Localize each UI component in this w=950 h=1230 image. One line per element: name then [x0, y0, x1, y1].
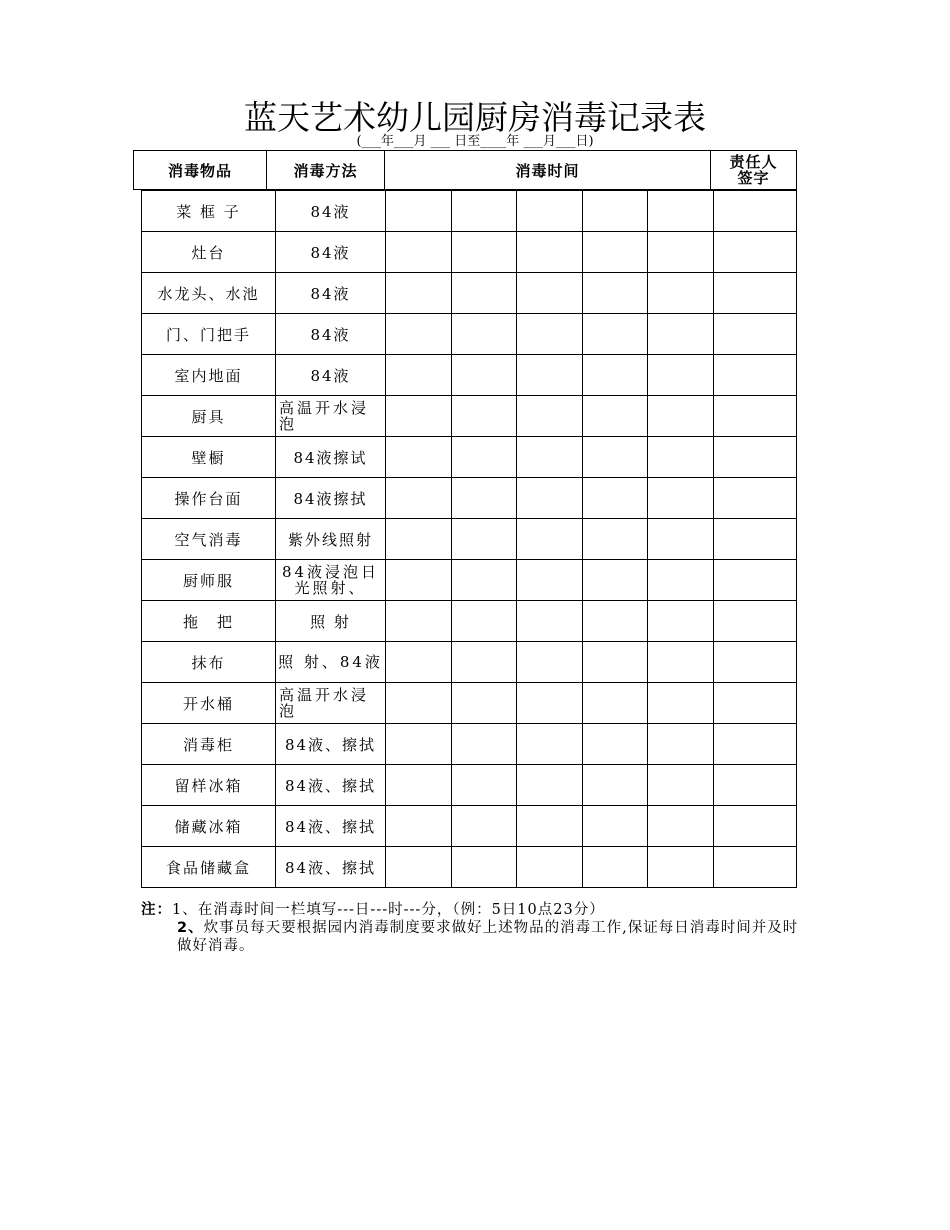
time-cell[interactable]: [386, 355, 452, 396]
item-cell: 空气消毒: [142, 519, 276, 560]
item-cell: 壁橱: [142, 437, 276, 478]
header-sign-line1: 责任人: [729, 153, 778, 171]
time-cell[interactable]: [648, 560, 714, 601]
header-method: 消毒方法: [267, 151, 385, 190]
time-cell[interactable]: [452, 478, 517, 519]
table-row: [142, 806, 797, 847]
time-cell[interactable]: [648, 724, 714, 765]
time-cell[interactable]: [386, 560, 452, 601]
header-sign: [711, 151, 797, 190]
time-cell[interactable]: [452, 601, 517, 642]
method-cell: 84液、擦拭: [276, 724, 386, 765]
time-cell[interactable]: [452, 355, 517, 396]
time-cell[interactable]: [517, 560, 583, 601]
time-cell[interactable]: [386, 601, 452, 642]
time-cell[interactable]: [648, 355, 714, 396]
sign-cell[interactable]: [714, 806, 797, 847]
time-cell[interactable]: [452, 396, 517, 437]
item-cell: 留样冰箱: [142, 765, 276, 806]
table-row: [142, 642, 797, 683]
time-cell[interactable]: [452, 806, 517, 847]
method-cell: 紫外线照射: [276, 519, 386, 560]
sign-cell[interactable]: [714, 191, 797, 232]
item-cell: 开水桶: [142, 683, 276, 724]
table-row: [142, 478, 797, 519]
item-cell: 门、门把手: [142, 314, 276, 355]
time-cell[interactable]: [583, 560, 648, 601]
header-sign-line2: 签字: [737, 169, 770, 187]
time-cell[interactable]: [517, 232, 583, 273]
method-cell: 84液、擦拭: [276, 806, 386, 847]
item-cell: 室内地面: [142, 355, 276, 396]
date-range: (___年___月 ___ 日至____年 ___月___日): [356, 134, 594, 149]
time-cell[interactable]: [648, 847, 714, 888]
time-cell[interactable]: [452, 232, 517, 273]
method-cell: 照 射、84液: [276, 642, 386, 683]
time-cell[interactable]: [386, 765, 452, 806]
time-cell[interactable]: [583, 396, 648, 437]
time-cell[interactable]: [452, 642, 517, 683]
time-cell[interactable]: [452, 519, 517, 560]
time-cell[interactable]: [452, 683, 517, 724]
time-cell[interactable]: [648, 642, 714, 683]
time-cell[interactable]: [583, 191, 648, 232]
header-item: 消毒物品: [134, 151, 267, 190]
note-1-text: 1、在消毒时间一栏填写---日---时---分，（例：5日10点23分）: [172, 902, 605, 918]
method-cell: 84液: [276, 232, 386, 273]
method-cell: 高温开水浸泡: [276, 683, 386, 724]
table-row: [142, 683, 797, 724]
item-cell: 水龙头、水池: [142, 273, 276, 314]
page-title: 蓝天艺术幼儿园厨房消毒记录表: [244, 98, 706, 137]
item-cell: 操作台面: [142, 478, 276, 519]
time-cell[interactable]: [583, 314, 648, 355]
time-cell[interactable]: [386, 437, 452, 478]
table-row: [142, 314, 797, 355]
item-cell: 厨师服: [142, 560, 276, 601]
table-row: [142, 191, 797, 232]
note-line-2: [141, 919, 801, 955]
time-cell[interactable]: [386, 806, 452, 847]
time-cell[interactable]: [517, 847, 583, 888]
time-cell[interactable]: [648, 806, 714, 847]
time-cell[interactable]: [517, 437, 583, 478]
sign-cell[interactable]: [714, 724, 797, 765]
time-cell[interactable]: [452, 724, 517, 765]
table-row: [142, 765, 797, 806]
time-cell[interactable]: [386, 847, 452, 888]
sign-cell[interactable]: [714, 560, 797, 601]
time-cell[interactable]: [386, 683, 452, 724]
time-cell[interactable]: [517, 519, 583, 560]
time-cell[interactable]: [648, 314, 714, 355]
time-cell[interactable]: [452, 560, 517, 601]
time-cell[interactable]: [648, 191, 714, 232]
time-cell[interactable]: [517, 765, 583, 806]
time-cell[interactable]: [386, 724, 452, 765]
time-cell[interactable]: [583, 273, 648, 314]
table-row: [142, 355, 797, 396]
time-cell[interactable]: [386, 519, 452, 560]
sign-cell[interactable]: [714, 765, 797, 806]
time-cell[interactable]: [517, 355, 583, 396]
time-cell[interactable]: [583, 847, 648, 888]
item-cell: 储藏冰箱: [142, 806, 276, 847]
time-cell[interactable]: [517, 273, 583, 314]
item-cell: 拖 把: [142, 601, 276, 642]
time-cell[interactable]: [517, 601, 583, 642]
sign-cell[interactable]: [714, 314, 797, 355]
notes: [141, 901, 801, 955]
table-row: [142, 437, 797, 478]
time-cell[interactable]: [517, 806, 583, 847]
method-cell: 84液擦拭: [276, 478, 386, 519]
sign-cell[interactable]: [714, 601, 797, 642]
note-2-num: 2、: [177, 920, 204, 936]
sign-cell[interactable]: [714, 642, 797, 683]
time-cell[interactable]: [517, 642, 583, 683]
time-cell[interactable]: [648, 232, 714, 273]
note-2-text: 炊事员每天要根据园内消毒制度要求做好上述物品的消毒工作,保证每日消毒时间并及时做好消毒。: [177, 920, 799, 954]
table-header: [133, 150, 797, 190]
time-cell[interactable]: [648, 683, 714, 724]
time-cell[interactable]: [648, 273, 714, 314]
time-cell[interactable]: [517, 396, 583, 437]
sign-cell[interactable]: [714, 519, 797, 560]
sign-cell[interactable]: [714, 847, 797, 888]
time-cell[interactable]: [386, 478, 452, 519]
table-row: [142, 519, 797, 560]
time-cell[interactable]: [583, 683, 648, 724]
sign-cell[interactable]: [714, 232, 797, 273]
item-cell: 灶台: [142, 232, 276, 273]
time-cell[interactable]: [583, 355, 648, 396]
time-cell[interactable]: [452, 847, 517, 888]
table-row: [142, 273, 797, 314]
time-cell[interactable]: [452, 191, 517, 232]
item-cell: 厨具: [142, 396, 276, 437]
table-row: [142, 396, 797, 437]
time-cell[interactable]: [648, 478, 714, 519]
table-row: [142, 847, 797, 888]
sign-cell[interactable]: [714, 437, 797, 478]
time-cell[interactable]: [648, 765, 714, 806]
time-cell[interactable]: [517, 478, 583, 519]
note-line-1: [141, 901, 801, 919]
time-cell[interactable]: [583, 765, 648, 806]
sign-cell[interactable]: [714, 355, 797, 396]
time-cell[interactable]: [386, 232, 452, 273]
time-cell[interactable]: [386, 273, 452, 314]
time-cell[interactable]: [452, 765, 517, 806]
time-cell[interactable]: [386, 396, 452, 437]
time-cell[interactable]: [452, 437, 517, 478]
time-cell[interactable]: [583, 724, 648, 765]
time-cell[interactable]: [517, 724, 583, 765]
time-cell[interactable]: [583, 437, 648, 478]
item-cell: 消毒柜: [142, 724, 276, 765]
time-cell[interactable]: [517, 314, 583, 355]
time-cell[interactable]: [583, 601, 648, 642]
time-cell[interactable]: [583, 232, 648, 273]
time-cell[interactable]: [648, 601, 714, 642]
sign-cell[interactable]: [714, 396, 797, 437]
time-cell[interactable]: [386, 642, 452, 683]
method-cell: 84液、擦拭: [276, 847, 386, 888]
method-cell: 84液、擦拭: [276, 765, 386, 806]
table-row: [142, 724, 797, 765]
method-cell: 84液: [276, 273, 386, 314]
method-cell: 84液: [276, 191, 386, 232]
time-cell[interactable]: [452, 314, 517, 355]
item-cell: 菜 框 子: [142, 191, 276, 232]
method-cell: 84液: [276, 314, 386, 355]
time-cell[interactable]: [517, 191, 583, 232]
time-cell[interactable]: [583, 642, 648, 683]
method-cell: 84液浸泡日光照射、: [276, 560, 386, 601]
method-cell: 照 射: [276, 601, 386, 642]
time-cell[interactable]: [648, 519, 714, 560]
time-cell[interactable]: [583, 519, 648, 560]
sign-cell[interactable]: [714, 273, 797, 314]
record-table: [141, 190, 797, 888]
time-cell[interactable]: [648, 396, 714, 437]
method-cell: 84液擦试: [276, 437, 386, 478]
table-row: [142, 232, 797, 273]
method-cell: 84液: [276, 355, 386, 396]
header-time: 消毒时间: [385, 151, 711, 190]
sign-cell[interactable]: [714, 683, 797, 724]
time-cell[interactable]: [648, 437, 714, 478]
time-cell[interactable]: [583, 806, 648, 847]
sign-cell[interactable]: [714, 478, 797, 519]
time-cell[interactable]: [386, 314, 452, 355]
table-row: [142, 601, 797, 642]
time-cell[interactable]: [583, 478, 648, 519]
time-cell[interactable]: [386, 191, 452, 232]
time-cell[interactable]: [517, 683, 583, 724]
item-cell: 抹布: [142, 642, 276, 683]
time-cell[interactable]: [452, 273, 517, 314]
method-cell: 高温开水浸泡: [276, 396, 386, 437]
item-cell: 食品储藏盒: [142, 847, 276, 888]
table-row: [142, 560, 797, 601]
note-label: 注：: [141, 902, 172, 918]
